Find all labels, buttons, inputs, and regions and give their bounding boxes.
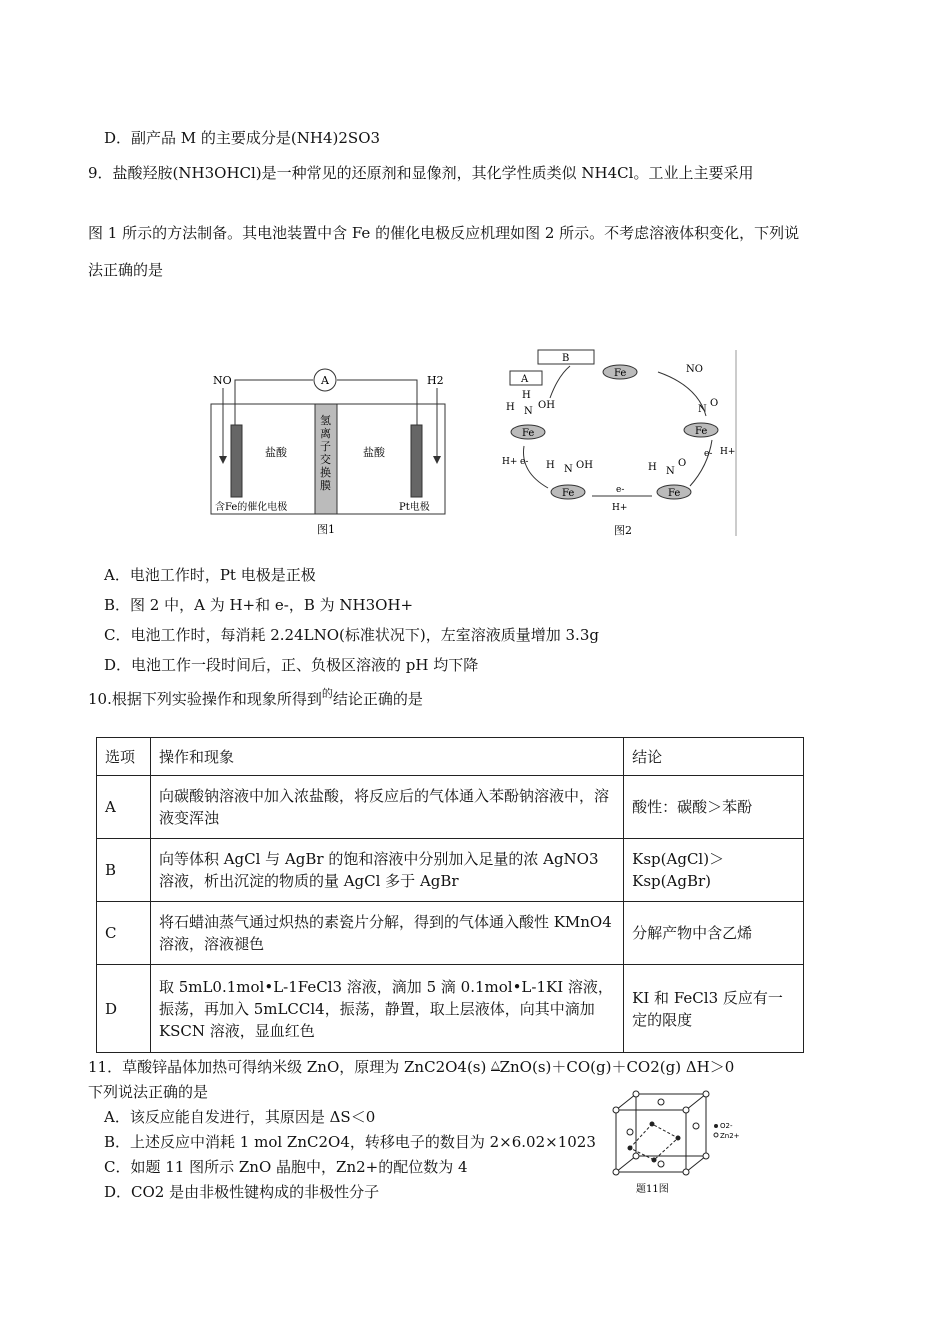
fig2-caption: 图2 (614, 524, 632, 537)
svg-text:e-: e- (520, 457, 529, 467)
svg-text:H+: H+ (720, 447, 736, 457)
svg-text:OH: OH (576, 460, 593, 471)
svg-text:O: O (678, 458, 687, 469)
q11-crystal-figure (608, 1088, 748, 1200)
svg-text:H: H (648, 462, 657, 473)
fig1-right-solution: 盐酸 (363, 446, 385, 459)
svg-text:Fe: Fe (614, 368, 627, 379)
q9-option-c: C．电池工作时，每消耗 2.24LNO(标准状况下)，左室溶液质量增加 3.3g (104, 626, 599, 644)
q11-option-b: B．上述反应中消耗 1 mol ZnC2O4，转移电子的数目为 2×6.02×1023 (104, 1133, 596, 1151)
q11-fig-caption: 题11图 (636, 1184, 669, 1195)
svg-text:H: H (506, 402, 515, 413)
svg-text:e-: e- (704, 449, 713, 459)
table-header-row (97, 738, 804, 776)
q9-stem-line1: 9．盐酸羟胺(NH3OHCl)是一种常见的还原剂和显像剂，其化学性质类似 NH4Cl。工业上主要采用 (88, 164, 754, 182)
q10-table (96, 737, 804, 1053)
fig2-box-a: A (521, 374, 529, 385)
q11-stem-line2: 下列说法正确的是 (88, 1083, 209, 1101)
q11-option-c: C．如题 11 图所示 ZnO 晶胞中，Zn2+的配位数为 4 (104, 1158, 468, 1176)
q11-option-a: A．该反应能自发进行，其原因是 ΔS＜0 (104, 1108, 376, 1126)
q9-option-b: B．图 2 中，A 为 H+和 e-，B 为 NH3OH+ (104, 596, 414, 614)
svg-text:Fe: Fe (562, 488, 575, 499)
svg-text:Fe: Fe (695, 426, 708, 437)
q8-option-d: D．副产品 M 的主要成分是(NH4)2SO3 (104, 129, 381, 147)
q11-option-d: D．CO2 是由非极性键构成的非极性分子 (104, 1183, 380, 1201)
svg-text:O: O (710, 398, 719, 409)
svg-text:OH: OH (538, 400, 555, 411)
svg-text:e-: e- (616, 485, 625, 495)
header-conclusion: 结论 (624, 738, 804, 776)
fig1-h2-label: H2 (427, 374, 444, 387)
fig1-caption: 图1 (317, 523, 335, 536)
svg-text:H: H (546, 460, 555, 471)
table-row: C 将石蜡油蒸气通过炽热的素瓷片分解，得到的气体通入酸性 KMnO4 溶液，溶液褪色 分解产物中含乙烯 (97, 902, 804, 965)
header-operation: 操作和现象 (150, 738, 623, 776)
svg-text:H: H (522, 390, 531, 401)
svg-text:Fe: Fe (522, 428, 535, 439)
table-row: A 向碳酸钠溶液中加入浓盐酸，将反应后的气体通入苯酚钠溶液中，溶液变浑浊 酸性：碳酸＞苯酚 (97, 776, 804, 839)
q9-stem-line3: 法正确的是 (88, 261, 164, 279)
fig1-membrane: 氢离子交换膜 (320, 414, 331, 492)
fig2-box-b: B (562, 353, 570, 364)
legend-o: O2- (720, 1122, 733, 1130)
figure-1-cell (205, 360, 455, 540)
legend-zn: Zn2+ (720, 1132, 740, 1140)
svg-text:N: N (564, 464, 573, 475)
figure-2-mechanism (498, 346, 740, 540)
svg-text:NO: NO (686, 364, 703, 375)
fig1-left-electrode: 含Fe的催化电极 (215, 502, 288, 513)
svg-text:Fe: Fe (668, 488, 681, 499)
svg-text:N: N (524, 406, 533, 417)
fig1-left-solution: 盐酸 (265, 446, 287, 459)
q9-stem-line2: 图 1 所示的方法制备。其电池装置中含 Fe 的催化电极反应机理如图 2 所示。不考虑溶液体积变化，下列说 (88, 224, 800, 242)
table-row: B 向等体积 AgCl 与 AgBr 的饱和溶液中分别加入足量的浓 AgNO3 溶液，析出沉淀的物质的量 AgCl 多于 AgBr Ksp(AgCl)＞Ksp(AgBr) (97, 839, 804, 902)
q10-stem: 10.根据下列实验操作和现象所得到$^的$结论正确的是 (88, 687, 423, 708)
fig1-right-electrode: Pt电极 (399, 502, 430, 513)
fig1-no-label: NO (213, 374, 232, 387)
svg-text:N: N (666, 466, 675, 477)
svg-text:N: N (698, 404, 707, 415)
svg-text:H+: H+ (502, 457, 518, 467)
fig1-ammeter: A (321, 374, 329, 387)
heat-condition: △ (491, 1058, 500, 1071)
q9-option-d: D．电池工作一段时间后，正、负极区溶液的 pH 均下降 (104, 656, 479, 674)
header-option: 选项 (97, 738, 151, 776)
q9-option-a: A．电池工作时，Pt 电极是正极 (104, 566, 316, 584)
svg-text:H+: H+ (612, 503, 628, 513)
q11-stem-line1: 11．草酸锌晶体加热可得纳米级 ZnO，原理为 ZnC2O4(s) △ZnO(s)＋CO(g)＋CO2(g) ΔH＞0 (88, 1058, 735, 1076)
table-row: D 取 5mL0.1mol•L-1FeCl3 溶液，滴加 5 滴 0.1mol•L-1KI 溶液，振荡，再加入 5mLCCl4，振荡，静置，取上层液体，向其中滴加 KSCN 溶液，显血红色 KI 和 FeCl3 反应有一定的限度 (97, 965, 804, 1053)
